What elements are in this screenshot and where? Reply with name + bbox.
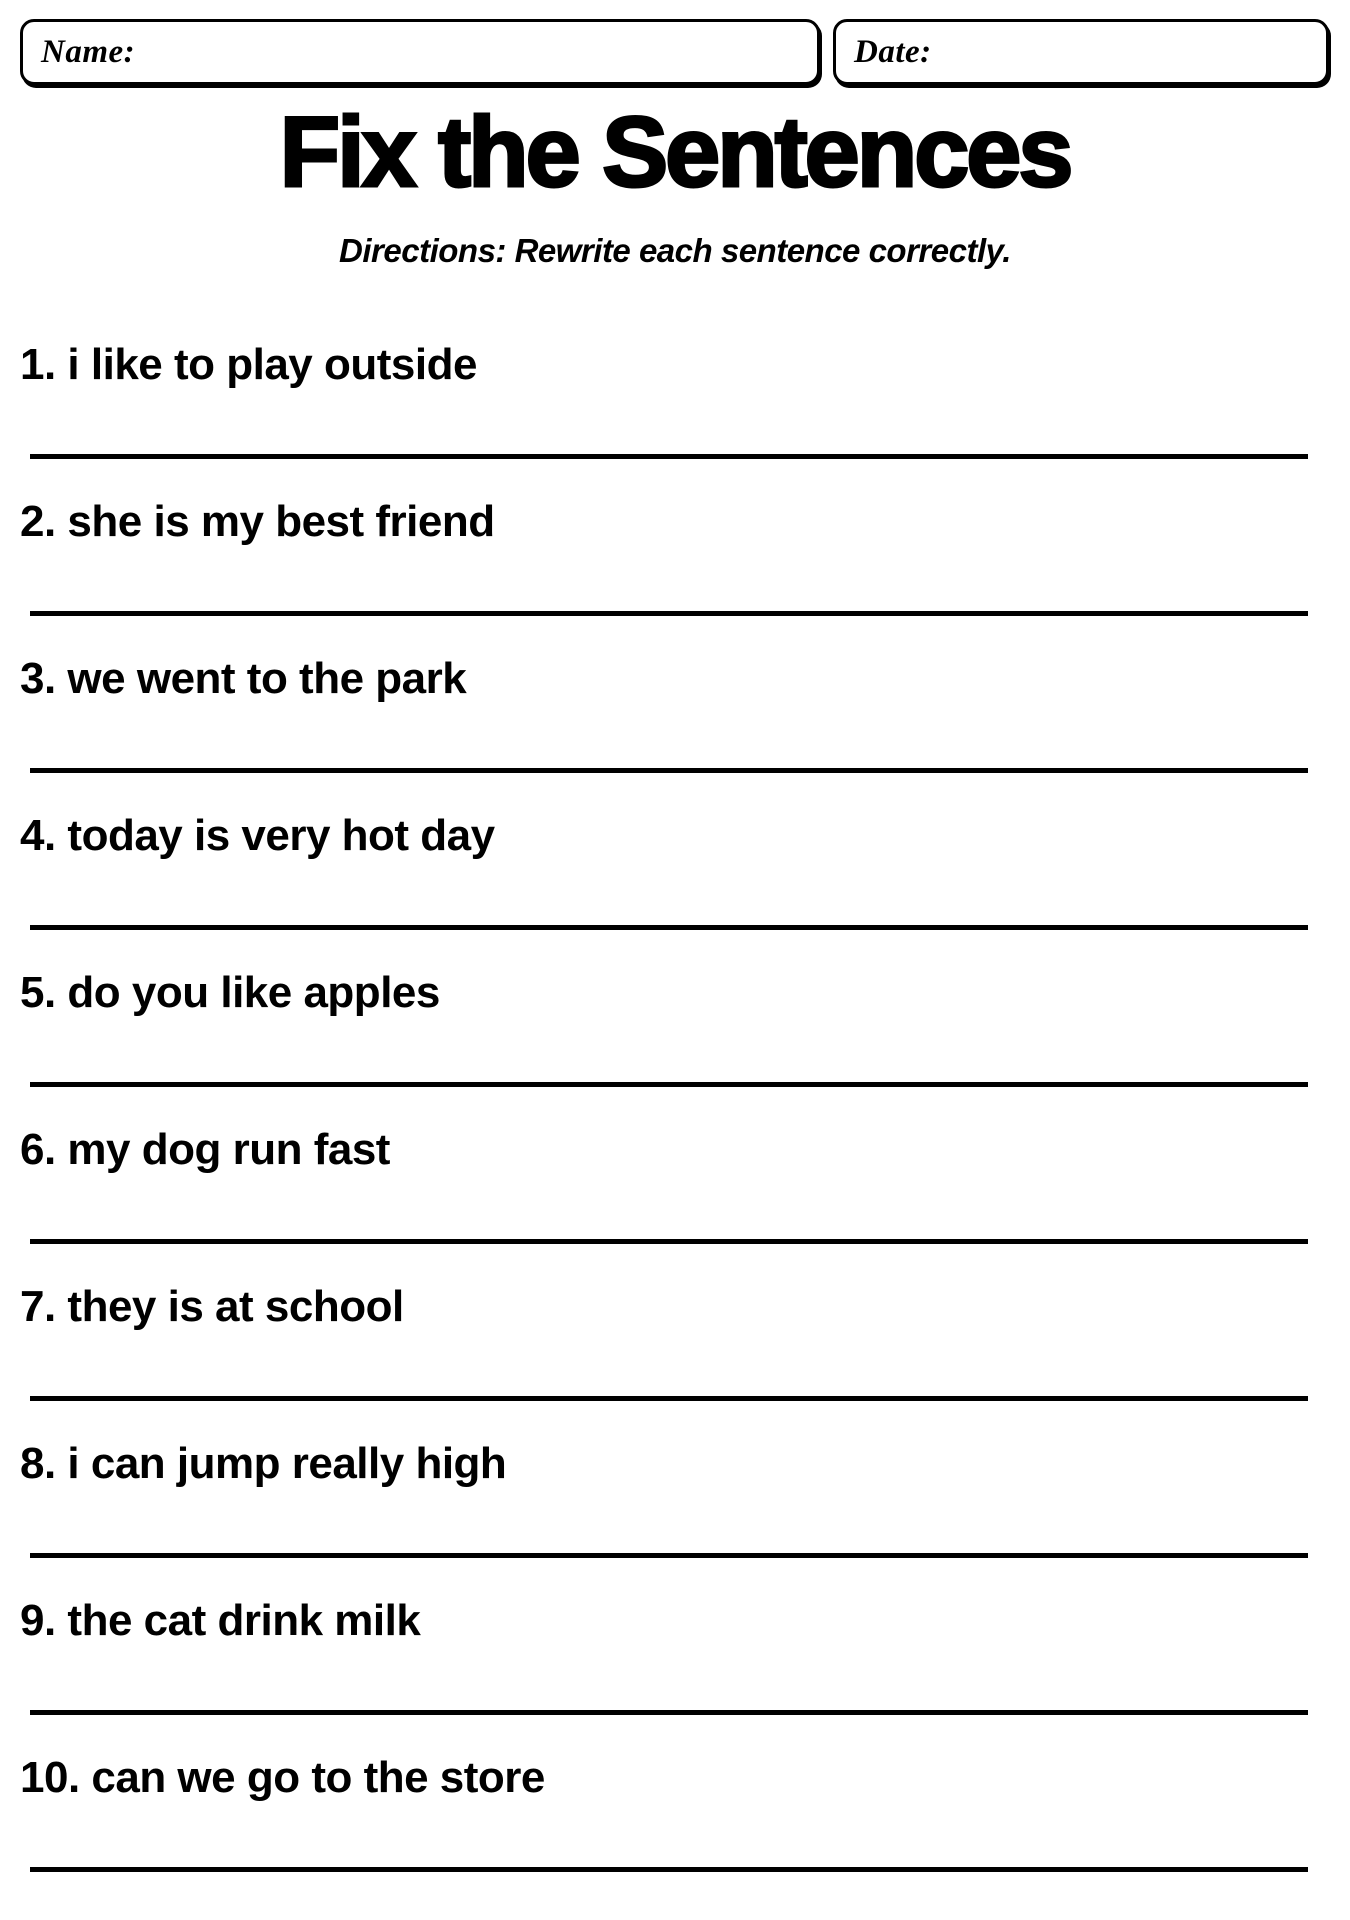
sentence-text: 9. the cat drink milk [20, 1596, 421, 1645]
sentence-text: 3. we went to the park [20, 654, 467, 703]
sentence-text: 5. do you like apples [20, 968, 440, 1017]
date-label: Date: [854, 33, 932, 70]
sentence-item [0, 1281, 1350, 1438]
answer-line[interactable] [30, 1553, 1308, 1558]
answer-line[interactable] [30, 1867, 1308, 1872]
page-title: Fix the Sentences [279, 96, 1071, 207]
sentence-item [0, 496, 1350, 653]
sentence-item [0, 339, 1350, 496]
sentence-text: 8. i can jump really high [20, 1439, 507, 1488]
name-label: Name: [41, 33, 136, 70]
answer-line[interactable] [30, 925, 1308, 930]
answer-line[interactable] [30, 1710, 1308, 1715]
sentence-text: 7. they is at school [20, 1282, 404, 1331]
sentence-item [0, 653, 1350, 810]
worksheet-page [0, 19, 1350, 1920]
sentence-item [0, 1752, 1350, 1909]
sentence-item [0, 1595, 1350, 1752]
answer-line[interactable] [30, 1082, 1308, 1087]
header-row [20, 19, 1329, 85]
directions-text: Directions: Rewrite each sentence correctly. [339, 232, 1011, 269]
sentence-text: 4. today is very hot day [20, 811, 495, 860]
answer-line[interactable] [30, 611, 1308, 616]
sentence-text: 10. can we go to the store [20, 1753, 545, 1802]
sentence-list [0, 339, 1350, 1909]
answer-line[interactable] [30, 1239, 1308, 1244]
date-input-box[interactable] [833, 19, 1329, 85]
answer-line[interactable] [30, 454, 1308, 459]
sentence-item [0, 1124, 1350, 1281]
sentence-item [0, 810, 1350, 967]
answer-line[interactable] [30, 1396, 1308, 1401]
answer-line[interactable] [30, 768, 1308, 773]
sentence-item [0, 1438, 1350, 1595]
sentence-item [0, 967, 1350, 1124]
sentence-text: 6. my dog run fast [20, 1125, 390, 1174]
name-input-box[interactable] [20, 19, 820, 85]
sentence-text: 1. i like to play outside [20, 340, 477, 389]
sentence-text: 2. she is my best friend [20, 497, 495, 546]
